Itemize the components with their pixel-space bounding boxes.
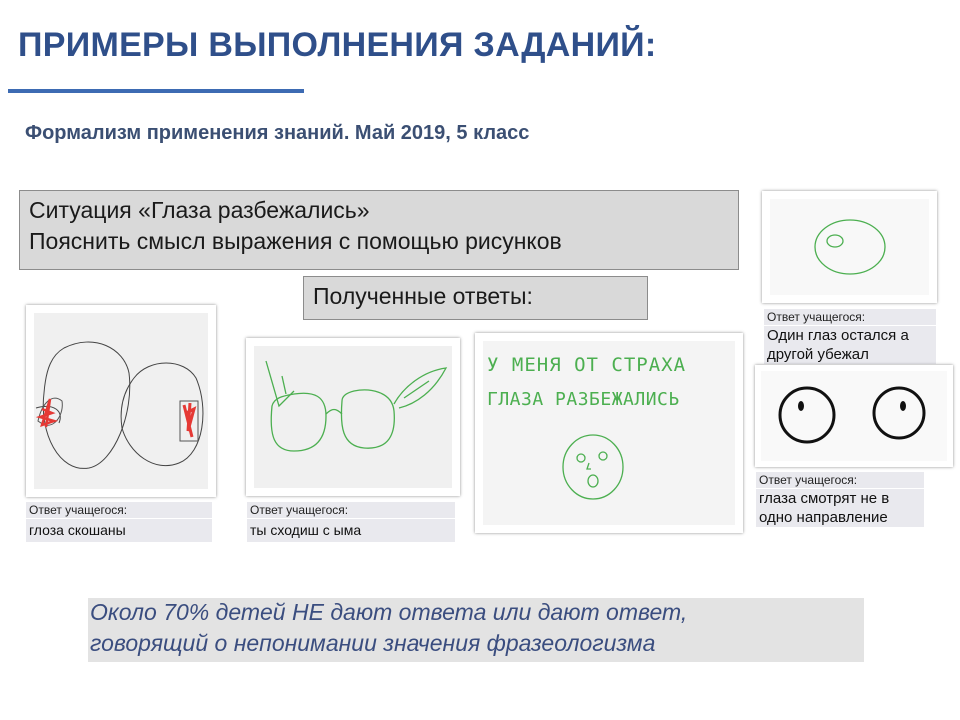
conclusion-line-2: говорящий о непонимании значения фразеологизма — [90, 630, 656, 656]
page-subtitle: Формализм применения знаний. Май 2019, 5 класс — [25, 122, 530, 144]
drawing-card-4 — [762, 191, 937, 303]
drawing-card-3 — [475, 333, 743, 533]
title-underline — [8, 89, 304, 93]
drawing-area — [770, 199, 929, 295]
conclusion-line-1: Около 70% детей НЕ дают ответа или дают ответ, — [90, 599, 688, 625]
caption-label: Ответ учащегося: — [247, 502, 455, 518]
eyes-drawing-2 — [254, 346, 452, 488]
situation-title: Ситуация «Глаза разбежались» — [29, 197, 370, 223]
caption-answer-line-2: другой убежал — [764, 345, 936, 364]
caption-label: Ответ учащегося: — [756, 472, 924, 488]
answers-header-label: Полученные ответы: — [313, 283, 533, 309]
caption-answer: ты сходиш с ыма — [247, 519, 455, 542]
drawing-area — [761, 371, 947, 461]
caption-card-4 — [764, 309, 936, 364]
caption-card-2 — [247, 502, 455, 542]
caption-answer-line-2: одно направление — [756, 508, 924, 527]
caption-answer-line-1: глаза смотрят не в — [756, 489, 924, 508]
drawing-area — [254, 346, 452, 488]
handwriting-line-1: У МЕНЯ ОТ СТРАХА — [487, 354, 687, 376]
drawing-area — [483, 341, 735, 525]
page-title: ПРИМЕРЫ ВЫПОЛНЕНИЯ ЗАДАНИЙ: — [18, 26, 657, 64]
drawing-card-5 — [755, 365, 953, 467]
conclusion-box — [88, 598, 864, 662]
caption-label: Ответ учащегося: — [26, 502, 212, 518]
eyes-drawing-1 — [34, 313, 208, 489]
drawing-card-1 — [26, 305, 216, 497]
answers-header — [303, 276, 648, 320]
eyes-drawing-5 — [761, 371, 947, 461]
drawing-card-2 — [246, 338, 460, 496]
handwriting-line-2: ГЛАЗА РАЗБЕЖАЛИСЬ — [487, 389, 680, 410]
caption-answer: глоза скошаны — [26, 519, 212, 542]
situation-task: Пояснить смысл выражения с помощью рисунков — [29, 228, 562, 254]
eyes-drawing-3 — [483, 341, 735, 525]
caption-answer-line-1: Один глаз остался а — [764, 326, 936, 345]
eyes-drawing-4 — [770, 199, 929, 295]
caption-card-5 — [756, 472, 924, 527]
drawing-area — [34, 313, 208, 489]
caption-card-1 — [26, 502, 212, 542]
caption-label: Ответ учащегося: — [764, 309, 936, 325]
situation-box — [19, 190, 739, 270]
